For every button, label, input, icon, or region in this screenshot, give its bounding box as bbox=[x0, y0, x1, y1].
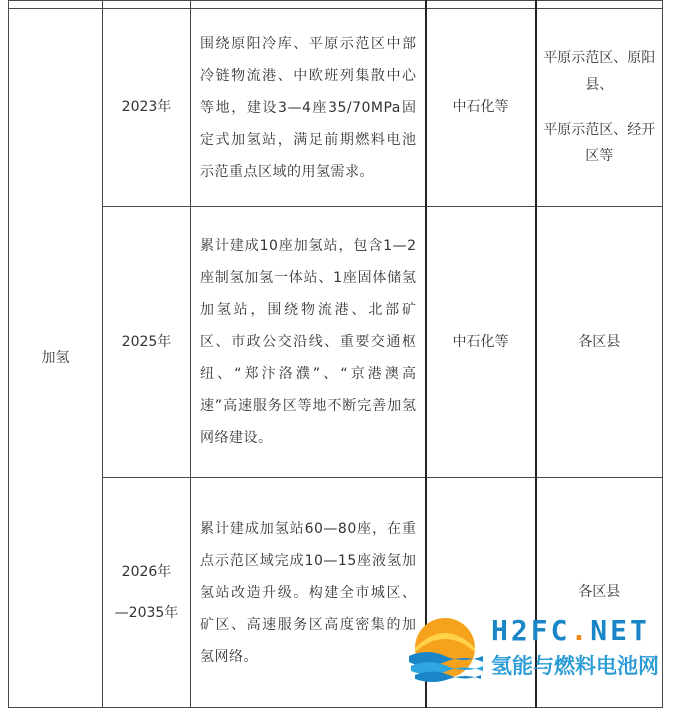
year-text: 2025年 bbox=[121, 333, 172, 350]
year-text: 2023年 bbox=[121, 99, 172, 116]
h2fc-brand-text: H2FC.NET bbox=[491, 614, 650, 647]
h2fc-brand-cn: 氢能与燃料电池网 bbox=[491, 654, 659, 678]
content-cell: 累计建成加氢站60—80座，在重点示范区域完成10—15座液氢加氢站改造升级。构建全市城区、矿区、高速服务区高度密集的加氢网络。 bbox=[191, 478, 426, 708]
category-cell: 加氢 bbox=[9, 9, 103, 708]
table-row bbox=[9, 207, 663, 478]
h2fc-watermark bbox=[407, 612, 669, 682]
year-cell bbox=[103, 478, 191, 708]
table-row-top-cut bbox=[9, 1, 663, 9]
area-cell bbox=[536, 9, 663, 207]
content-cell: 累计建成10座加氢站，包含1—2座制氢加氢一体站、1座固体储氢加氢站，围绕物流港、北部矿区、市政公交沿线、重要交通枢纽、“郑汴洛濮”、“京港澳高速”高速服务区等地不断完善加氢网络建设。 bbox=[191, 207, 426, 478]
year-text: —2035年 bbox=[114, 604, 179, 621]
plan-table bbox=[8, 0, 663, 708]
year-cell bbox=[103, 207, 191, 478]
year-cell bbox=[103, 9, 191, 207]
year-text: 2026年 bbox=[121, 563, 172, 580]
area-line: 平原示范区、经开区等 bbox=[543, 121, 656, 165]
area-cell: 各区县 bbox=[536, 207, 663, 478]
table-row bbox=[9, 9, 663, 207]
entity-cell: 中石化等 bbox=[426, 9, 536, 207]
content-cell: 围绕原阳冷库、平原示范区中部冷链物流港、中欧班列集散中心等地，建设3—4座35/70MPa固定式加氢站，满足前期燃料电池示范重点区域的用氢需求。 bbox=[191, 9, 426, 207]
h2fc-wave-logo bbox=[407, 612, 485, 682]
area-line: 平原示范区、原阳县、 bbox=[543, 50, 656, 93]
entity-cell: 中石化等 bbox=[426, 207, 536, 478]
area-cell: 各区县 bbox=[536, 478, 663, 708]
